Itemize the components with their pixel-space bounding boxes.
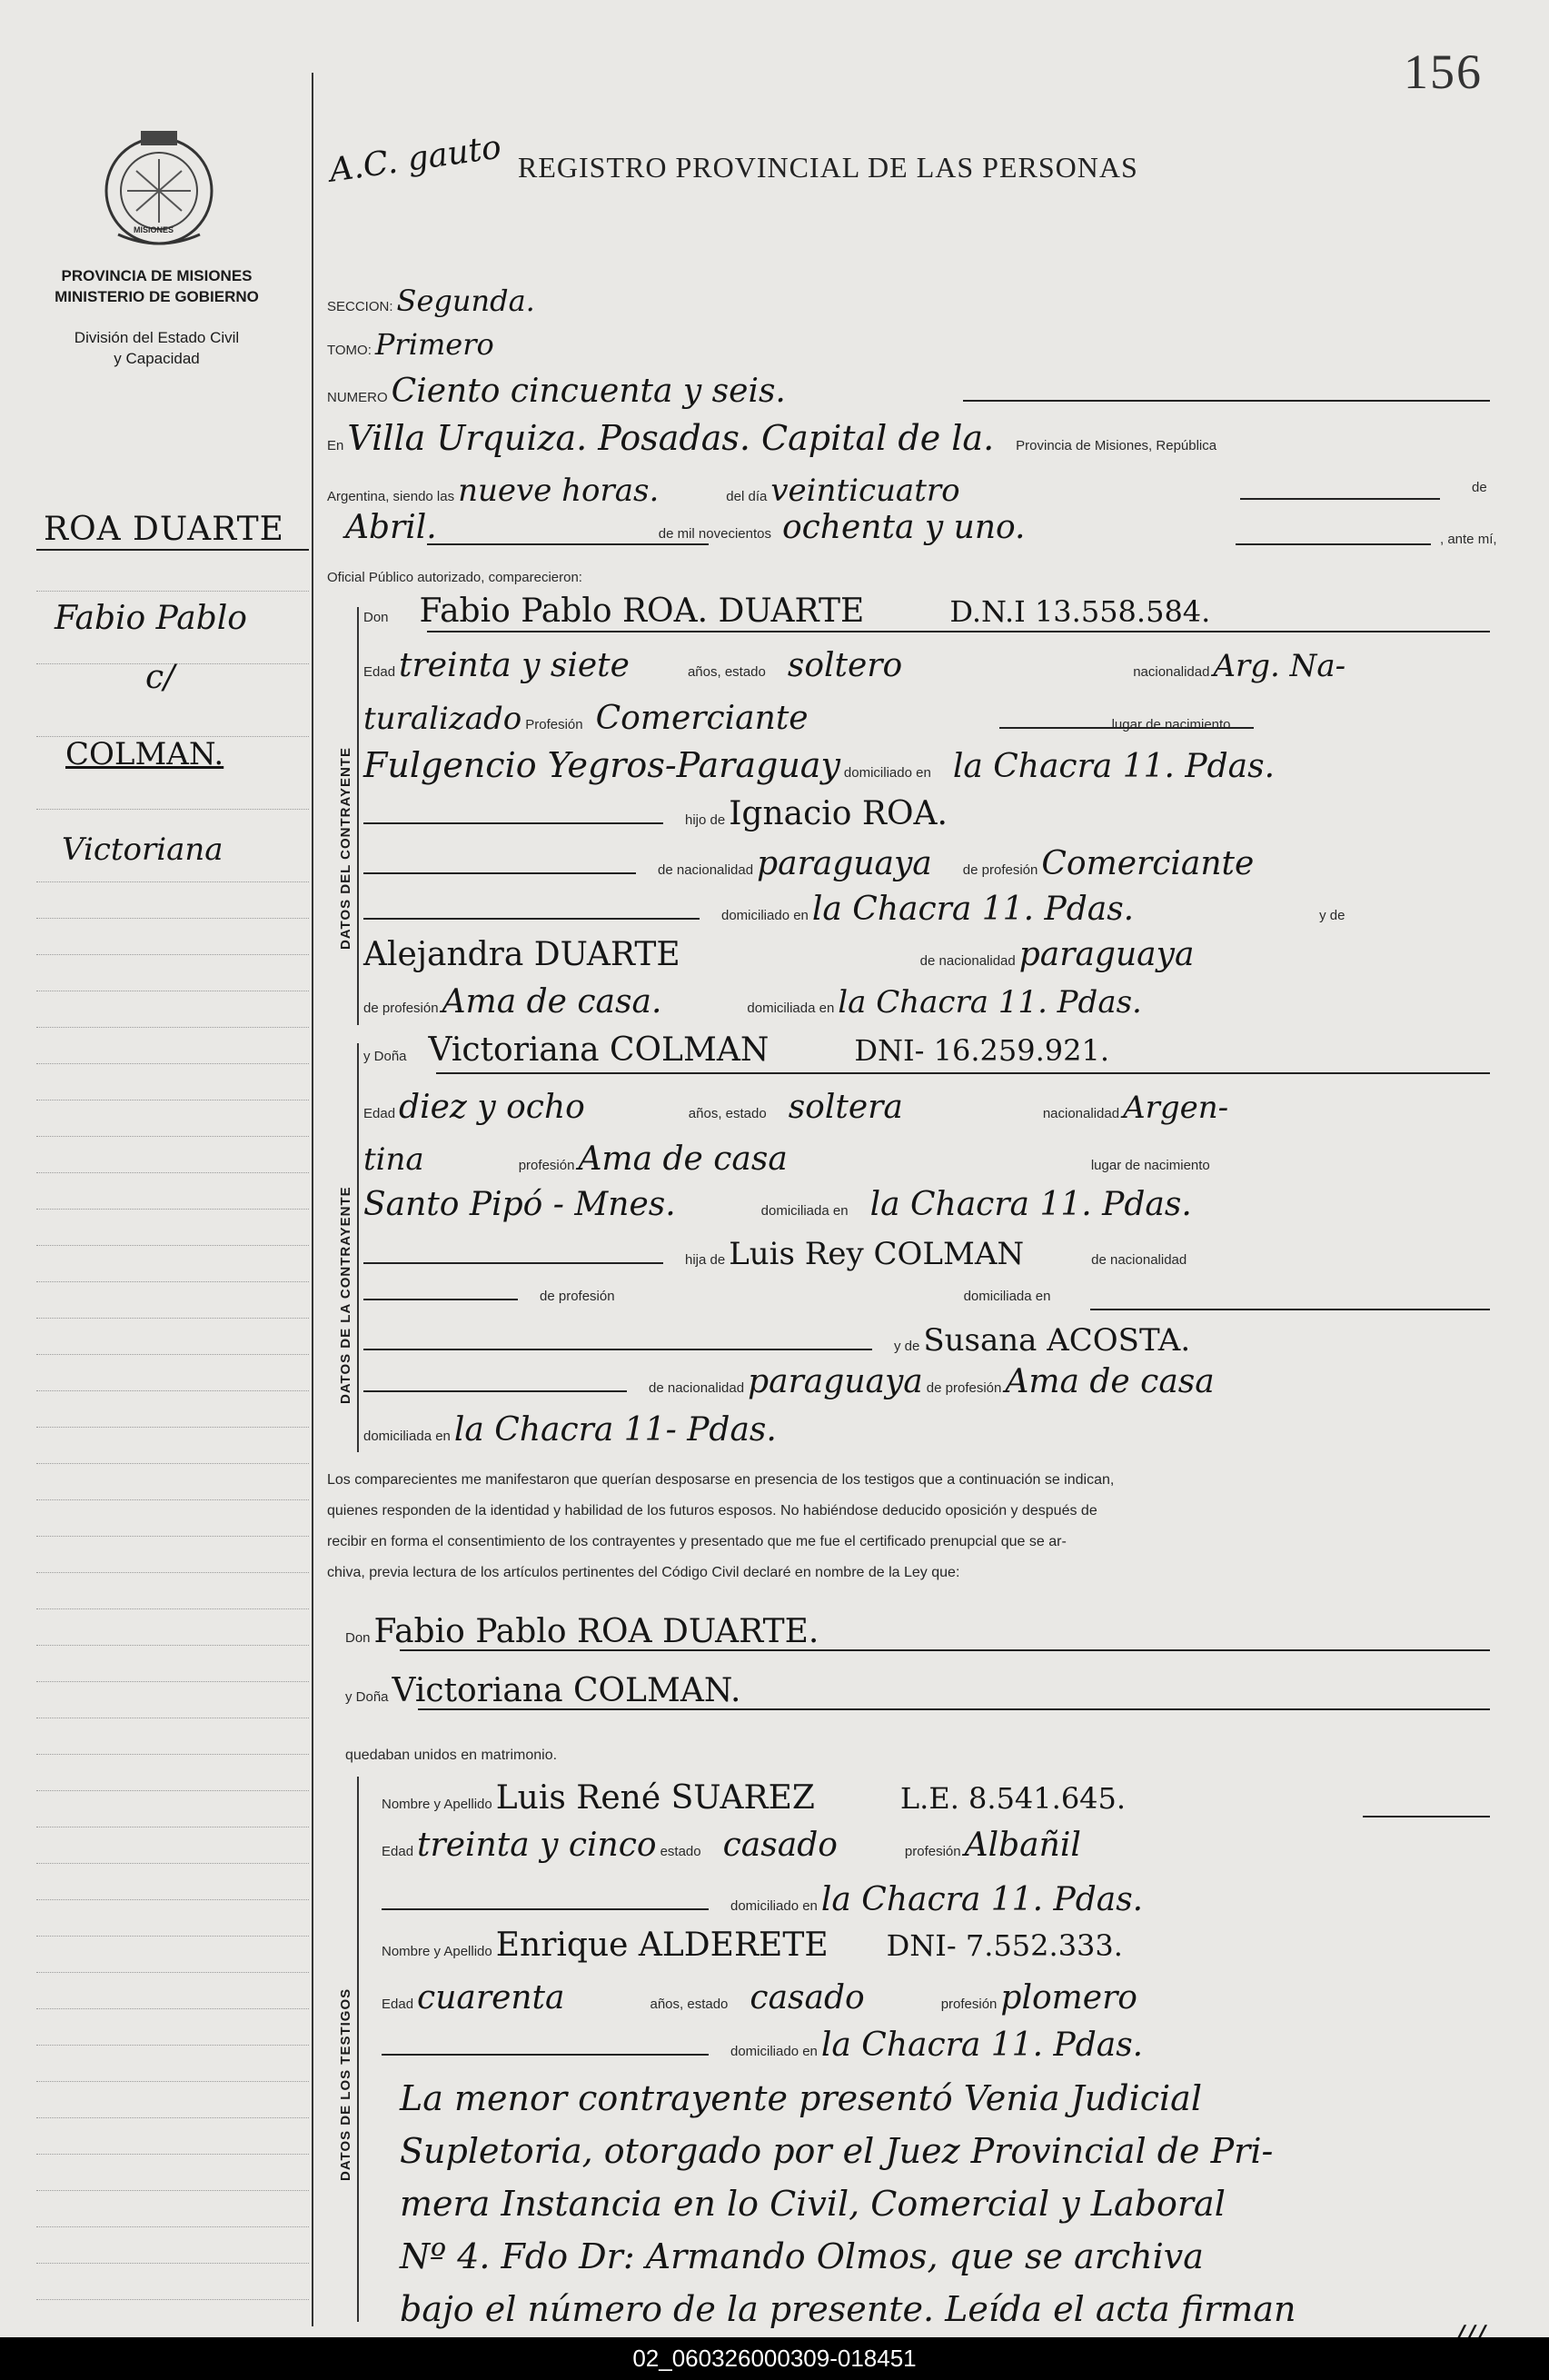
groom-profession: Comerciante xyxy=(595,700,809,737)
bride-birthplace: Santo Pipó - Mnes. xyxy=(363,1186,676,1223)
witness-2-address: la Chacra 11. Pdas. xyxy=(820,2026,1144,2064)
groom-father-nationality: paraguaya xyxy=(757,845,932,882)
groom-nationality: Arg. Na- xyxy=(1213,648,1346,684)
declaration-text: Los comparecientes me manifestaron que querían desposarse en presencia de los testigos que a continuación se indican, quienes responden de la identidad y habilidad de los futuros esposos. No habiéndose deducido oposición y después de recibir en forma el consentimiento de los contrayentes y presentado que me fue el certificado prenupcial que se ar- chiva, previa lectura de los artículos pertinentes del Código Civil declaré en nombre de la Ley que: xyxy=(327,1472,1115,1580)
bride-mother: Susana ACOSTA. xyxy=(923,1322,1191,1359)
province-title xyxy=(0,265,313,307)
groom-father: Ignacio ROA. xyxy=(729,795,948,832)
bride-nationality-cont: tina xyxy=(363,1141,424,1178)
bride-address: la Chacra 11. Pdas. xyxy=(869,1186,1192,1223)
witness-2-age: cuarenta xyxy=(417,1979,565,2017)
declared-bride: Victoriana COLMAN. xyxy=(392,1672,741,1709)
groom-mother: Alejandra DUARTE xyxy=(363,936,680,973)
bride-doc: DNI- 16.259.921. xyxy=(854,1033,1109,1068)
province-seal xyxy=(91,127,227,254)
page-divider xyxy=(312,73,313,2326)
division-title: División del Estado Civil y Capacidad xyxy=(74,329,240,367)
page-number: 156 xyxy=(1404,45,1483,99)
witness-1-address: la Chacra 11. Pdas. xyxy=(820,1881,1144,1918)
groom-address: la Chacra 11. Pdas. xyxy=(952,748,1276,785)
witness-2-doc: DNI- 7.552.333. xyxy=(886,1928,1123,1963)
witness-1-age: treinta y cinco xyxy=(417,1827,657,1864)
witness-2-name: Enrique ALDERETE xyxy=(495,1927,829,1964)
bride-age: diez y ocho xyxy=(399,1089,585,1126)
seccion-value: Segunda. xyxy=(396,284,535,318)
margin-surname-2: COLMAN. xyxy=(65,736,224,772)
section-label-contrayente: DATOS DEL CONTRAYENTE xyxy=(338,747,353,950)
closing-text: quedaban unidos en matrimonio. xyxy=(345,1748,558,1763)
lugar-value: Villa Urquiza. Posadas. Capital de la. xyxy=(347,418,995,458)
mes-value: Abril. xyxy=(345,509,437,546)
groom-name: Fabio Pablo ROA. DUARTE xyxy=(419,593,865,630)
footer-bar xyxy=(0,2337,1549,2380)
tomo-value: Primero xyxy=(374,327,494,362)
clerk-signature: A.C. gauto xyxy=(327,128,504,190)
bride-mother-profession: Ama de casa xyxy=(1005,1363,1215,1400)
judicial-note: La menor contrayente presentó Venia Judicial Supletoria, otorgado por el Juez Provincial de Pri- mera Instancia en lo Civil, Comercial y Laboral Nº 4. Fdo Dr: Armando Olmos, que se archiva bajo el número de la presente. Leída el acta firman xyxy=(400,2078,1296,2329)
margin-surname: ROA DUARTE xyxy=(44,511,284,548)
hora-value: nueve horas. xyxy=(458,473,660,509)
section-label-testigos: DATOS DE LOS TESTIGOS xyxy=(338,1987,353,2181)
groom-father-address: la Chacra 11. Pdas. xyxy=(811,891,1135,928)
bride-mother-nationality: paraguaya xyxy=(748,1363,923,1400)
margin-conjunction: c/ xyxy=(145,659,175,696)
groom-status: soltero xyxy=(787,647,903,684)
numero-value: Ciento cincuenta y seis. xyxy=(391,373,786,410)
margin-firstname-2: Victoriana xyxy=(62,832,223,868)
groom-mother-nationality: paraguaya xyxy=(1018,936,1195,973)
anio-value: ochenta y uno. xyxy=(781,509,1026,546)
groom-mother-address: la Chacra 11. Pdas. xyxy=(838,984,1142,1021)
witness-2-status: casado xyxy=(750,1979,865,2017)
registry-title: REGISTRO PROVINCIAL DE LAS PERSONAS xyxy=(518,151,1138,184)
groom-age: treinta y siete xyxy=(399,647,630,684)
ministry-name: MINISTERIO DE GOBIERNO xyxy=(55,288,259,305)
bride-profession: Ama de casa xyxy=(578,1140,788,1178)
seal-text: MISIONES xyxy=(134,225,174,234)
bride-mother-address: la Chacra 11- Pdas. xyxy=(453,1411,777,1449)
witness-1-name: Luis René SUAREZ xyxy=(495,1779,815,1817)
witness-1-doc: L.E. 8.541.645. xyxy=(899,1781,1127,1816)
witness-2-profession: plomero xyxy=(1000,1979,1137,2017)
witness-1-profession: Albañil xyxy=(964,1827,1081,1864)
declared-groom: Fabio Pablo ROA DUARTE. xyxy=(373,1613,819,1650)
groom-father-profession: Comerciante xyxy=(1041,845,1255,882)
groom-mother-profession: Ama de casa. xyxy=(442,983,662,1021)
groom-birthplace: Fulgencio Yegros-Paraguay xyxy=(363,745,840,785)
dia-value: veinticuatro xyxy=(770,473,960,509)
bride-nationality: Argen- xyxy=(1123,1090,1229,1126)
groom-doc: D.N.I 13.558.584. xyxy=(949,594,1211,629)
image-id: 02_060326000309-018451 xyxy=(632,2345,917,2372)
margin-firstname: Fabio Pablo xyxy=(55,600,247,637)
bride-father: Luis Rey COLMAN xyxy=(729,1236,1025,1272)
groom-nationality-cont: turalizado xyxy=(363,701,522,737)
province-name: PROVINCIA DE MISIONES xyxy=(61,267,253,284)
bride-name: Victoriana COLMAN xyxy=(428,1031,770,1069)
witness-1-status: casado xyxy=(722,1827,838,1864)
bride-status: soltera xyxy=(788,1089,903,1126)
section-label-contrayente-2: DATOS DE LA CONTRAYENTE xyxy=(338,1186,353,1404)
